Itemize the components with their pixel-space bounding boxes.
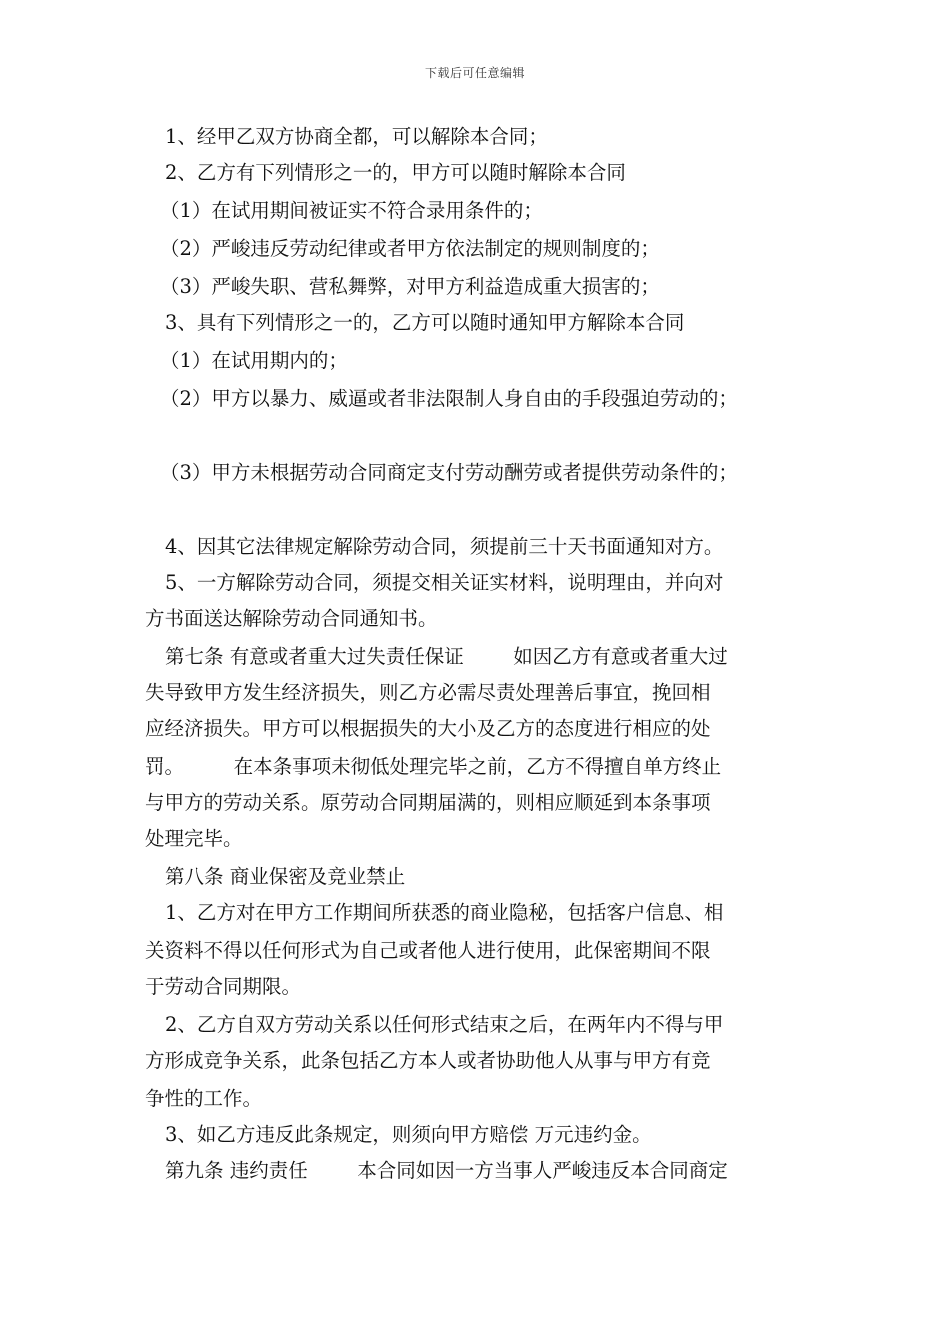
text-line: 第九条 违约责任 本合同如因一方当事人严峻违反本合同商定 bbox=[165, 1159, 728, 1182]
text-line: （3）严峻失职、营私舞弊，对甲方利益造成重大损害的； bbox=[160, 275, 660, 298]
text-line: 1、乙方对在甲方工作期间所获悉的商业隐秘，包括客户信息、相 bbox=[165, 901, 724, 924]
text-line: 应经济损失。甲方可以根据损失的大小及乙方的态度进行相应的处 bbox=[145, 717, 711, 740]
text-line: 4、因其它法律规定解除劳动合同，须提前三十天书面通知对方。 bbox=[165, 535, 724, 558]
text-line: （1）在试用期间被证实不符合录用条件的； bbox=[160, 199, 543, 222]
text-line: 2、乙方自双方劳动关系以任何形式结束之后，在两年内不得与甲 bbox=[165, 1013, 724, 1036]
text-line: 于劳动合同期限。 bbox=[145, 975, 302, 998]
text-line: 处理完毕。 bbox=[145, 827, 243, 850]
text-line: 罚。 在本条事项未彻低处理完毕之前，乙方不得擅自单方终止 bbox=[145, 755, 722, 778]
text-line: 与甲方的劳动关系。原劳动合同期届满的，则相应顺延到本条事项 bbox=[145, 791, 711, 814]
text-line: 1、经甲乙双方协商全都，可以解除本合同； bbox=[165, 125, 548, 148]
text-line: （2）严峻违反劳动纪律或者甲方依法制定的规则制度的； bbox=[160, 237, 660, 260]
text-line: 失导致甲方发生经济损失，则乙方必需尽责处理善后事宜，挽回相 bbox=[145, 681, 711, 704]
text-line: （3）甲方未根据劳动合同商定支付劳动酬劳或者提供劳动条件的； bbox=[160, 461, 738, 484]
text-line: 第八条 商业保密及竞业禁止 bbox=[165, 865, 406, 888]
text-line: 3、如乙方违反此条规定，则须向甲方赔偿 万元违约金。 bbox=[165, 1123, 652, 1146]
text-line: 2、乙方有下列情形之一的，甲方可以随时解除本合同 bbox=[165, 161, 626, 184]
text-line: 方书面送达解除劳动合同通知书。 bbox=[145, 607, 438, 630]
text-line: 3、具有下列情形之一的，乙方可以随时通知甲方解除本合同 bbox=[165, 311, 685, 334]
text-line: （1）在试用期内的； bbox=[160, 349, 348, 372]
text-line: 争性的工作。 bbox=[145, 1087, 263, 1110]
text-line: （2）甲方以暴力、威逼或者非法限制人身自由的手段强迫劳动的； bbox=[160, 387, 738, 410]
text-line: 第七条 有意或者重大过失责任保证 如因乙方有意或者重大过 bbox=[165, 645, 728, 668]
page-header-note: 下载后可任意编辑 bbox=[424, 66, 525, 80]
text-line: 方形成竞争关系，此条包括乙方本人或者协助他人从事与甲方有竞 bbox=[145, 1049, 711, 1072]
text-line: 关资料不得以任何形式为自己或者他人进行使用，此保密期间不限 bbox=[145, 939, 711, 962]
text-line: 5、一方解除劳动合同，须提交相关证实材料，说明理由，并向对 bbox=[165, 571, 724, 594]
